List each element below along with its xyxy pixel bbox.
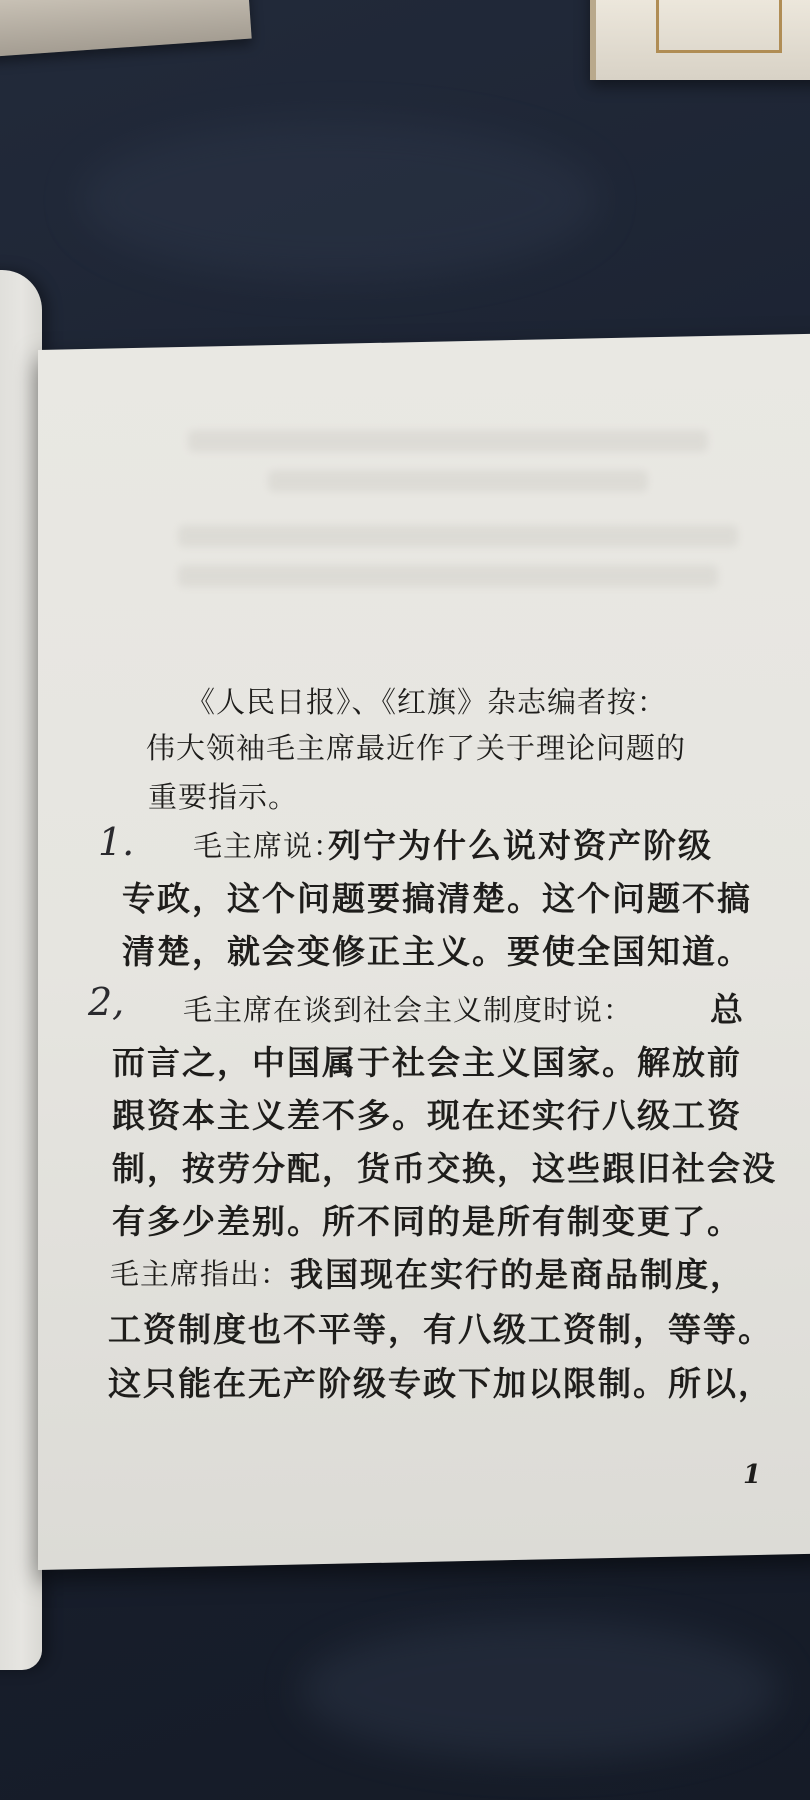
handwritten-mark: 2, bbox=[88, 980, 125, 1024]
background-book bbox=[0, 0, 252, 57]
quote-line: 这只能在无产阶级专政下加以限制。所以， bbox=[108, 1364, 773, 1403]
quote-line: 列宁为什么说对资产阶级 bbox=[328, 826, 713, 865]
quote-line: 制，按劳分配，货币交换，这些跟旧社会没 bbox=[112, 1149, 777, 1188]
quote-intro: 毛主席指出： bbox=[110, 1257, 291, 1291]
quote-line: 而言之，中国属于社会主义国家。解放前 bbox=[112, 1043, 742, 1082]
fabric-fold bbox=[80, 120, 600, 280]
quote-line: 跟资本主义差不多。现在还实行八级工资 bbox=[112, 1096, 742, 1135]
editor-note-heading: 《人民日报》、《红旗》杂志编者按： bbox=[186, 685, 668, 719]
quote-intro: 毛主席说： bbox=[193, 829, 344, 863]
show-through-text bbox=[268, 470, 648, 492]
document-content bbox=[38, 350, 810, 1570]
quote-line: 我国现在实行的是商品制度， bbox=[290, 1255, 745, 1294]
quote-line: 清楚，就会变修正主义。要使全国知道。 bbox=[122, 932, 752, 971]
handwritten-mark: 1. bbox=[98, 820, 135, 864]
quote-line: 工资制度也不平等，有八级工资制，等等。 bbox=[108, 1310, 773, 1349]
show-through-text bbox=[178, 525, 738, 547]
fabric-fold bbox=[300, 1620, 780, 1760]
editor-note-line: 伟大领袖毛主席最近作了关于理论问题的 bbox=[146, 731, 687, 765]
facing-page-edge bbox=[0, 270, 42, 1670]
quote-line: 专政，这个问题要搞清楚。这个问题不搞 bbox=[122, 879, 752, 918]
show-through-text bbox=[188, 430, 708, 452]
show-through-text bbox=[178, 565, 718, 587]
quote-line: 有多少差别。所不同的是所有制变更了。 bbox=[112, 1202, 742, 1241]
editor-note-line: 重要指示。 bbox=[148, 780, 299, 814]
page-number: 1 bbox=[743, 1460, 762, 1490]
quote-intro: 毛主席在谈到社会主义制度时说： bbox=[183, 993, 634, 1027]
background-book-cover bbox=[590, 0, 810, 80]
cover-pattern bbox=[656, 0, 782, 53]
quote-line: 总 bbox=[710, 990, 745, 1029]
